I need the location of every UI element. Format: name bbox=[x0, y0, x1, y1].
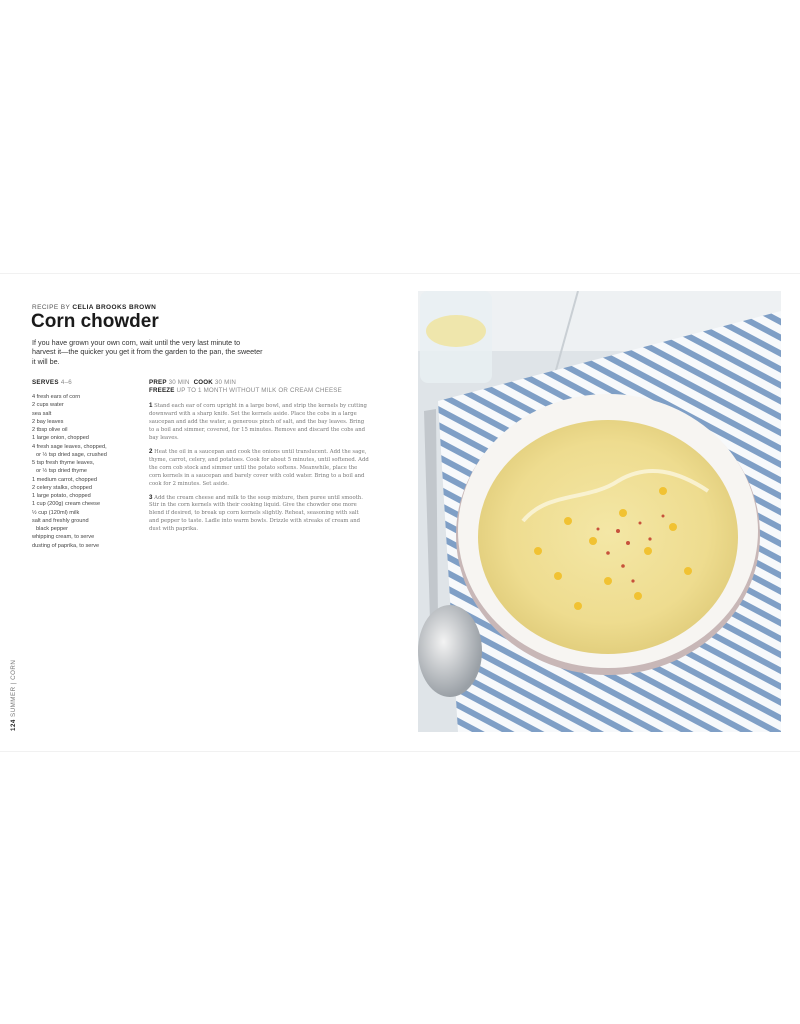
step-number: 1 bbox=[149, 402, 153, 409]
corn-chowder-photo bbox=[418, 291, 781, 732]
ingredient-item: 1 large potato, chopped bbox=[32, 493, 91, 499]
freeze-value: UP TO 1 MONTH WITHOUT MILK OR CREAM CHEESE bbox=[176, 387, 342, 395]
method-step bbox=[149, 448, 369, 489]
ingredient-item: 1 large onion, chopped bbox=[32, 435, 89, 442]
ingredient-item: 4 fresh ears of corn bbox=[32, 394, 81, 400]
recipe-by-prefix: RECIPE BY bbox=[32, 304, 71, 311]
cook-label: COOK bbox=[193, 379, 213, 386]
ingredient-item: ½ cup (120ml) milk bbox=[32, 509, 80, 516]
ingredient-item: 2 cups water bbox=[32, 402, 64, 409]
ingredient-item: 5 tsp fresh thyme leaves, bbox=[32, 460, 95, 466]
ingredient-list bbox=[32, 393, 144, 550]
ingredient-item: 4 fresh sage leaves, chopped, bbox=[32, 443, 107, 450]
step-text: Add the cream cheese and milk to the soup mixture, then puree until smooth. Stir in the corn kernels with their cooking liquid. Give the chowder one more blend if desired, to break up corn kernels slightly. Reheat, seasoning with salt and pepper to taste. Ladle into warm bowls. Drizzle with streaks of cream and dust with paprika. bbox=[149, 494, 363, 533]
method-step bbox=[149, 494, 369, 535]
ingredient-item: 2 bay leaves bbox=[32, 418, 64, 425]
method-steps bbox=[149, 402, 369, 539]
ingredient-item: black pepper bbox=[36, 526, 69, 532]
step-number: 3 bbox=[149, 493, 153, 501]
page-number: 124 bbox=[10, 719, 17, 731]
ingredient-item: 2 celery stalks, chopped bbox=[32, 484, 93, 491]
soup-bowl-illustration bbox=[418, 291, 781, 732]
ingredient-item: 1 medium carrot, chopped bbox=[32, 476, 97, 483]
freeze-line bbox=[149, 387, 374, 395]
ingredient-item: or ½ tsp dried sage, crushed bbox=[36, 451, 107, 458]
step-text: Heat the oil in a saucepan and cook the onions until translucent. Add the sage, thyme, carrot, celery, and potatoes. Cook for about 5 minutes, until softened. Add the corn cob stock and simmer until the potato softens. Meanwhile, place the corn kernels in a saucepan and barely cover with cold water. Bring to a boil and cook for 2 minutes. Set aside. bbox=[149, 448, 369, 487]
ingredient-item: salt and freshly ground bbox=[32, 517, 89, 524]
ingredient-item: 2 tbsp olive oil bbox=[32, 427, 68, 433]
method-step bbox=[149, 402, 369, 443]
step-text: Stand each ear of corn upright in a large bowl, and strip the kernels by cutting downward with a sharp knife. Set the kernels aside. Place the cobs in a large saucepan and add the water, a generous pinch of salt, and the bay leaves. Bring to a boil and simmer, covered, for 15 minutes. Remove and discard the cobs and bay leaves. bbox=[149, 403, 367, 441]
cook-value: 30 MIN bbox=[214, 379, 237, 386]
serves-label: SERVES bbox=[32, 379, 59, 386]
timing-block bbox=[149, 379, 374, 395]
ingredient-item: 1 cup (200g) cream cheese bbox=[32, 501, 101, 508]
recipe-intro: If you have grown your own corn, wait until the very last minute to harvest it—the quicker you get it from the garden to the pan, the sweeter it will be. bbox=[32, 338, 263, 366]
recipe-title: Corn chowder bbox=[31, 311, 159, 332]
ingredient-item: dusting of paprika, to serve bbox=[32, 542, 100, 549]
folio-chapter: CORN bbox=[10, 659, 17, 680]
step-number: 2 bbox=[149, 447, 153, 455]
ingredient-item: sea salt bbox=[32, 410, 52, 417]
freeze-label: FREEZE bbox=[149, 387, 175, 395]
recipe-byline bbox=[32, 304, 156, 311]
prep-cook-line bbox=[149, 379, 374, 387]
ingredient-item: or ½ tsp dried thyme bbox=[36, 468, 87, 475]
ingredient-item: whipping cream, to serve bbox=[32, 534, 95, 541]
serves-value: 4–6 bbox=[60, 379, 73, 386]
serves-line bbox=[32, 379, 72, 386]
prep-label: PREP bbox=[149, 379, 167, 386]
folio-section: SUMMER bbox=[10, 686, 17, 717]
page-folio: 124 SUMMER | CORN bbox=[10, 659, 17, 731]
recipe-author: CELIA BROOKS BROWN bbox=[72, 304, 157, 311]
prep-value: 30 MIN bbox=[168, 379, 190, 386]
